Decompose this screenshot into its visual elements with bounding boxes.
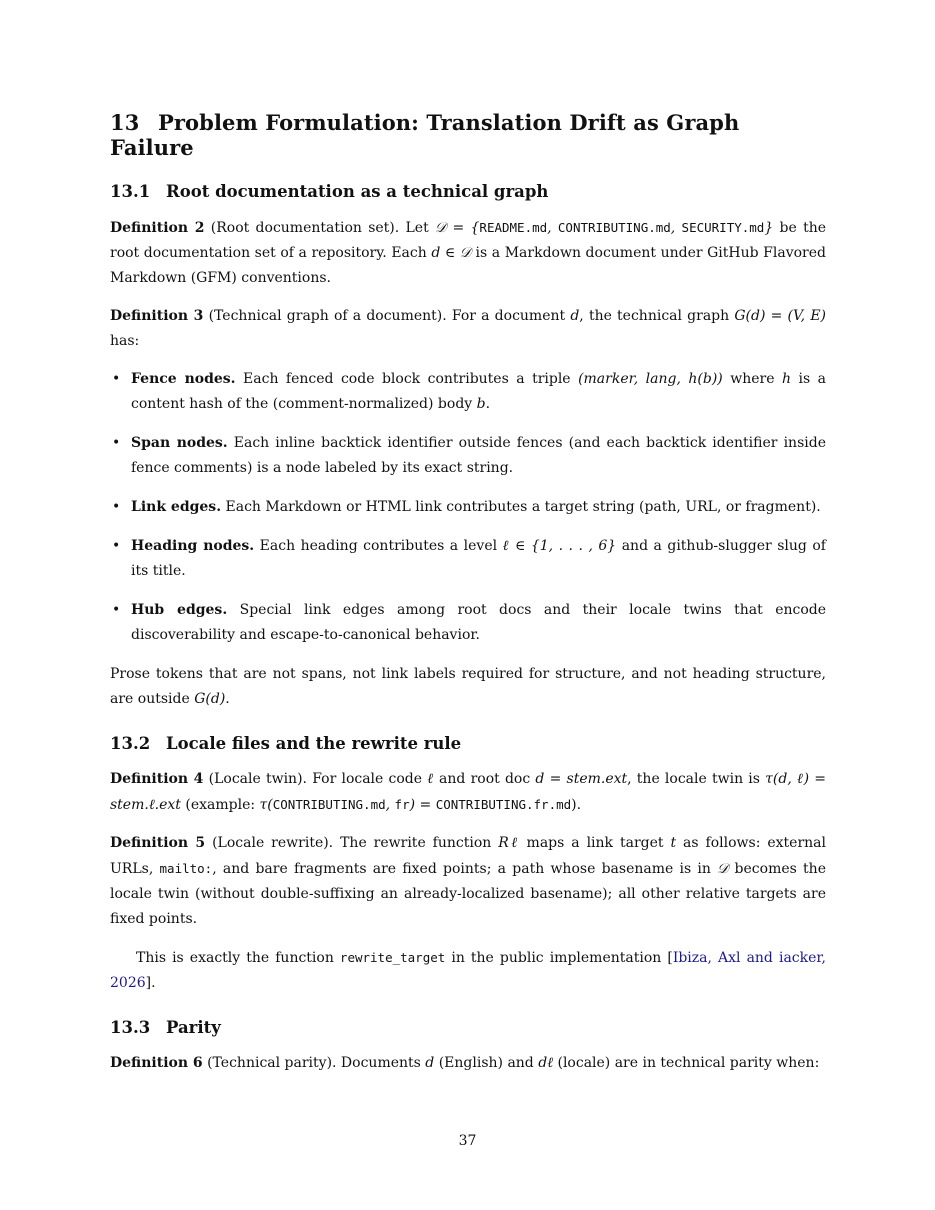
list-item-fence-nodes (110, 367, 826, 417)
code-run: CONTRIBUTING.md (557, 220, 671, 235)
text-run: is a content hash of the (comment-normalized) body (131, 371, 826, 412)
text-run: Each fenced code block contributes a triple (235, 371, 579, 387)
text-run: be the root documentation set of a repository. Each (110, 220, 827, 261)
text-run: , the locale twin is (627, 771, 766, 787)
text-run: and a github-slugger slug of its title. (131, 538, 826, 579)
citation-link[interactable]: Ibiza, Axl and iacker, 2026 (110, 950, 826, 991)
math-run: τ( (259, 797, 273, 813)
prose-paragraph (110, 662, 826, 712)
math-run: d ∈ 𝒟 (431, 245, 471, 261)
math-run: ℓ (427, 771, 434, 787)
text-run: Special link edges among root docs and their locale twins that encode discoverability and escape-to-canonical behavior. (131, 602, 827, 643)
math-run: } (764, 220, 774, 236)
text-run: , the technical graph (579, 308, 735, 324)
implementation-paragraph (110, 945, 826, 996)
list-item-span-nodes (110, 431, 826, 481)
definition-head: Definition 3 (110, 308, 204, 324)
math-run: b (476, 396, 486, 412)
code-run: CONTRIBUTING.fr.md (435, 797, 572, 812)
code-run: SECURITY.md (681, 220, 765, 235)
page-content (110, 110, 826, 1089)
definition-5 (110, 831, 826, 932)
text-run: Each heading contributes a level (254, 538, 503, 554)
subsection-title (110, 182, 826, 201)
item-label: Fence nodes. (131, 371, 236, 387)
math-run: G(d) (194, 691, 226, 707)
math-run: Rℓ (498, 835, 520, 851)
math-run: ℓ ∈ {1, . . . , 6} (502, 538, 617, 554)
math-run: , (670, 220, 682, 236)
subsection-title-text: Parity (166, 1018, 221, 1037)
list-item-link-edges (110, 495, 826, 520)
text-run: maps a link target (519, 835, 671, 851)
definition-head: Definition 5 (110, 835, 206, 851)
subsection-number: 13.1 (110, 182, 151, 201)
definition-name: (Locale rewrite). (212, 835, 334, 851)
subsection-number: 13.2 (110, 734, 151, 753)
item-label: Link edges. (131, 499, 222, 515)
text-run: Each inline backtick identifier outside fences (and each backtick identifier inside fence comments) is a node labeled by its exact string. (131, 435, 826, 476)
subsection-title-text: Locale files and the rewrite rule (166, 734, 462, 753)
math-run: τ(d, ℓ) = stem.ℓ.ext (110, 771, 826, 813)
definition-head: Definition 4 (110, 771, 204, 787)
text-run: is a Markdown document under GitHub Flavored Markdown (GFM) conventions. (110, 245, 826, 286)
list-item-heading-nodes (110, 534, 826, 584)
code-run: fr (394, 797, 410, 812)
text-run: The rewrite function (333, 835, 499, 851)
math-run: , (385, 797, 395, 813)
math-run: G(d) = (V, E) (734, 308, 826, 324)
math-run: 𝒟 (717, 861, 729, 877)
text-run: ). (571, 797, 582, 813)
text-run: For locale code (306, 771, 428, 787)
subsection-title (110, 734, 826, 753)
code-run: mailto: (159, 861, 213, 876)
item-label: Hub edges. (131, 602, 228, 618)
definition-4 (110, 767, 826, 818)
definition-name: (Technical parity). (207, 1055, 337, 1071)
text-run: ]. (145, 975, 156, 991)
definition-head: Definition 2 (110, 220, 205, 236)
definition-name: (Root documentation set). (210, 220, 400, 236)
code-run: CONTRIBUTING.md (272, 797, 386, 812)
section-number: 13 (110, 110, 140, 135)
text-run: has: (110, 333, 140, 349)
text-run: . (225, 691, 230, 707)
text-run: For a document (446, 308, 571, 324)
text-run: (English) and (434, 1055, 539, 1071)
definition-head: Definition 6 (110, 1055, 203, 1071)
definition-2 (110, 215, 826, 291)
page-number: 37 (458, 1133, 477, 1149)
math-run: h (782, 371, 792, 387)
text-run: Prose tokens that are not spans, not link labels required for structure, and not heading structure, are outside (110, 666, 826, 707)
item-label: Heading nodes. (131, 538, 255, 554)
math-run: ) = (409, 797, 436, 813)
text-run: becomes the locale twin (without double-suffixing an already-localized basename); all other relative targets are fixed points. (110, 861, 826, 927)
math-run: t (670, 835, 677, 851)
math-run: 𝒟 = { (435, 220, 480, 236)
list-item-hub-edges (110, 598, 826, 648)
subsection-number: 13.3 (110, 1018, 151, 1037)
text-run: in the public implementation [ (445, 950, 673, 966)
math-run: (marker, lang, h(b)) (578, 371, 723, 387)
definition-6 (110, 1051, 826, 1076)
text-run: Let (399, 220, 436, 236)
math-run: d (570, 308, 580, 324)
section-title (110, 110, 826, 160)
code-run: README.md (479, 220, 548, 235)
graph-component-list (110, 367, 826, 648)
math-run: d (425, 1055, 435, 1071)
item-label: Span nodes. (131, 435, 228, 451)
definition-name: (Locale twin). (208, 771, 307, 787)
text-run: Each Markdown or HTML link contributes a target string (path, URL, or fragment). (221, 499, 821, 515)
text-run: (example: (180, 797, 260, 813)
subsection-title-text: Root documentation as a technical graph (166, 182, 549, 201)
text-run: Documents (336, 1055, 426, 1071)
code-run: rewrite_target (339, 950, 446, 965)
text-run: . (485, 396, 491, 412)
math-run: dℓ (538, 1055, 554, 1071)
text-run: This is exactly the function (136, 950, 340, 966)
math-run: d = stem.ext (535, 771, 628, 787)
subsection-title (110, 1018, 826, 1037)
text-run: (locale) are in technical parity when: (553, 1055, 820, 1071)
definition-name: (Technical graph of a document). (208, 308, 447, 324)
definition-3 (110, 304, 826, 354)
text-run: as follows: external URLs, (110, 835, 826, 877)
text-run: where (722, 371, 782, 387)
text-run: , and bare fragments are fixed points; a path whose basename is in (212, 861, 718, 877)
section-title-text: Problem Formulation: Translation Drift as Graph Failure (110, 110, 740, 160)
text-run: and root doc (433, 771, 536, 787)
math-run: , (547, 220, 558, 236)
